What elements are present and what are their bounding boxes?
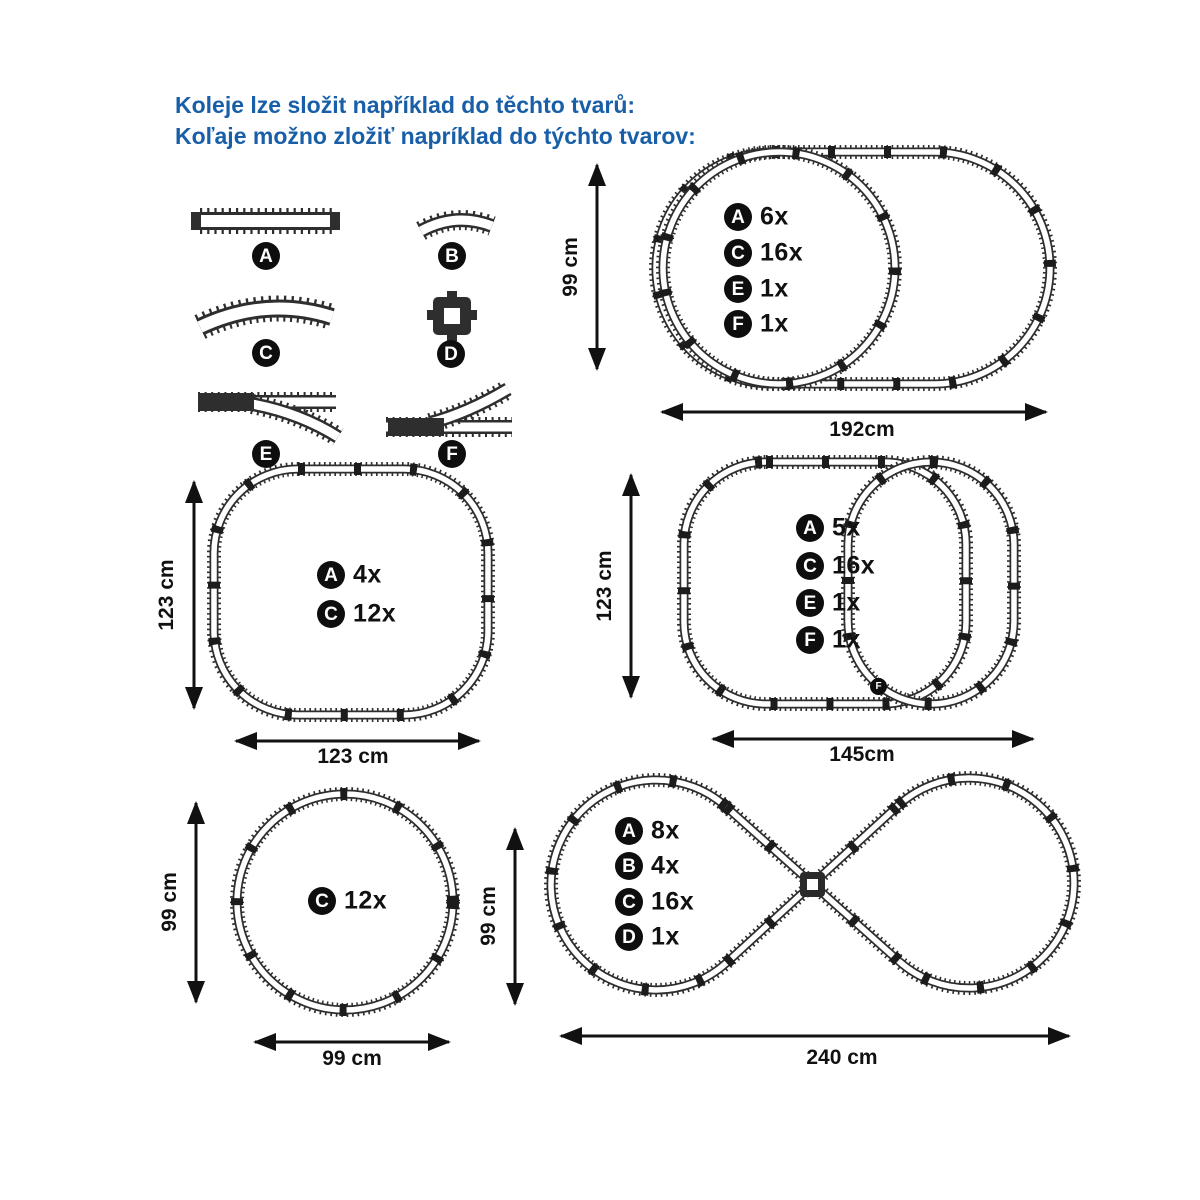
left-loop-track [551,780,726,990]
legend-piece-badge: A [724,203,752,231]
legend-piece-badge: C [317,600,345,628]
height-dimension-label: 123 cm [155,559,178,631]
legend-piece-count: 4x [353,560,382,589]
switch-marker-badge: F [870,678,887,695]
piece-label-f: F [438,440,466,468]
piece-F-switch-track [386,389,512,436]
legend-piece-badge: A [796,514,824,542]
legend-piece-count: 16x [832,551,876,580]
side-loop-track [848,462,1014,704]
legend-piece-badge: E [724,275,752,303]
height-dimension-label: 99 cm [559,237,582,297]
right-loop-track [899,778,1074,988]
legend-piece-count: 1x [651,922,680,951]
piece-label-d: D [437,340,465,368]
legend-piece-badge: B [615,852,643,880]
width-dimension-label: 145cm [829,743,895,766]
legend-piece-badge: C [308,887,336,915]
piece-label-a: A [252,242,280,270]
legend-piece-count: 12x [344,886,388,915]
legend-piece-count: 1x [832,588,861,617]
height-dimension-label: 99 cm [477,886,500,946]
legend-piece-count: 16x [760,238,804,267]
piece-D-cross-track [427,291,477,341]
legend-piece-count: 16x [651,887,695,916]
track-end-connector [330,212,340,230]
width-dimension-label: 123 cm [317,745,389,768]
layout-figure-eight [515,778,1074,1036]
layout-oval-with-inner-loop [597,152,1050,412]
legend-piece-badge: F [724,310,752,338]
oval-track [656,152,1050,384]
piece-samples [191,212,512,437]
legend-piece-count: 1x [832,625,861,654]
title-line-czech: Koleje lze složit například do těchto tvarů: [175,92,636,118]
piece-label-e: E [252,440,280,468]
height-dimension-label: 123 cm [593,550,616,622]
track-end-connector [191,212,201,230]
layout-circle [196,794,453,1042]
piece-E-switch-track [198,393,338,437]
legend-piece-count: 6x [760,202,789,231]
height-dimension-label: 99 cm [158,872,181,932]
legend-piece-count: 5x [832,513,861,542]
legend-piece-badge: C [796,552,824,580]
legend-piece-badge: C [724,239,752,267]
rounded-square-track [684,462,966,704]
legend-piece-count: 4x [651,851,680,880]
piece-B-short-curve-track [421,220,492,231]
legend-piece-badge: E [796,589,824,617]
piece-label-c: C [252,339,280,367]
page-title [175,90,696,152]
legend-piece-badge: F [796,626,824,654]
piece-C-curve-track [200,309,332,327]
rounded-square-track [214,469,488,715]
width-dimension-label: 99 cm [322,1047,382,1070]
piece-label-b: B [438,242,466,270]
legend-piece-badge: C [615,888,643,916]
legend-piece-count: 1x [760,274,789,303]
legend-piece-count: 12x [353,599,397,628]
width-dimension-label: 192cm [829,418,895,441]
title-line-slovak: Koľaje možno zložiť napríklad do týchto tvarov: [175,123,696,149]
legend-piece-badge: A [615,817,643,845]
legend-piece-count: 1x [760,309,789,338]
width-dimension-label: 240 cm [806,1046,878,1069]
legend-piece-count: 8x [651,816,680,845]
cross-piece [800,872,825,897]
legend-piece-badge: A [317,561,345,589]
inner-loop-track [663,152,895,384]
legend-piece-badge: D [615,923,643,951]
